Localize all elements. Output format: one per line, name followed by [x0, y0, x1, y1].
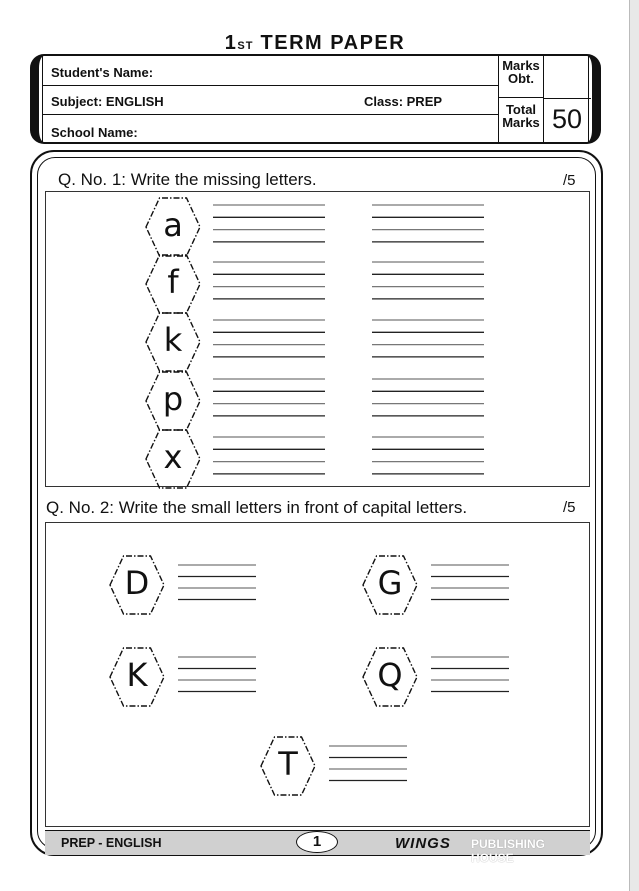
q2-heading: Q. No. 2: Write the small letters in front of capital letters.: [46, 498, 468, 517]
letter: x: [163, 438, 183, 476]
letter: D: [124, 564, 150, 602]
letter: G: [377, 564, 403, 602]
letter: Q: [377, 656, 403, 694]
q1-marks: /5: [563, 172, 576, 189]
page-number: 1: [296, 831, 338, 853]
student-name-label: Student's Name:: [51, 65, 154, 80]
footer-subject: PREP - ENGLISH: [61, 836, 162, 850]
letter: k: [163, 321, 183, 359]
marks-obtained-label: Marks Obt.: [499, 56, 543, 98]
total-marks-value: 50: [551, 104, 583, 134]
publisher-logo: WINGS: [395, 835, 451, 852]
title-number: 1: [224, 32, 238, 54]
q2-marks: /5: [563, 499, 576, 516]
class-label: Class: PREP: [364, 94, 443, 109]
total-marks-label: Total Marks: [502, 102, 540, 130]
q1-heading: Q. No. 1: Write the missing letters.: [58, 170, 317, 189]
subject-label: Subject: ENGLISH: [51, 94, 164, 109]
letter: f: [167, 263, 179, 301]
letter: a: [163, 206, 183, 244]
letter: K: [126, 656, 148, 694]
publisher-name: PUBLISHING HOUSE: [471, 837, 546, 865]
letter: T: [278, 745, 298, 783]
school-name-label: School Name:: [51, 125, 138, 140]
letter: p: [162, 380, 184, 418]
title-suffix: ST: [237, 40, 254, 52]
title-text: TERM PAPER: [260, 32, 406, 54]
